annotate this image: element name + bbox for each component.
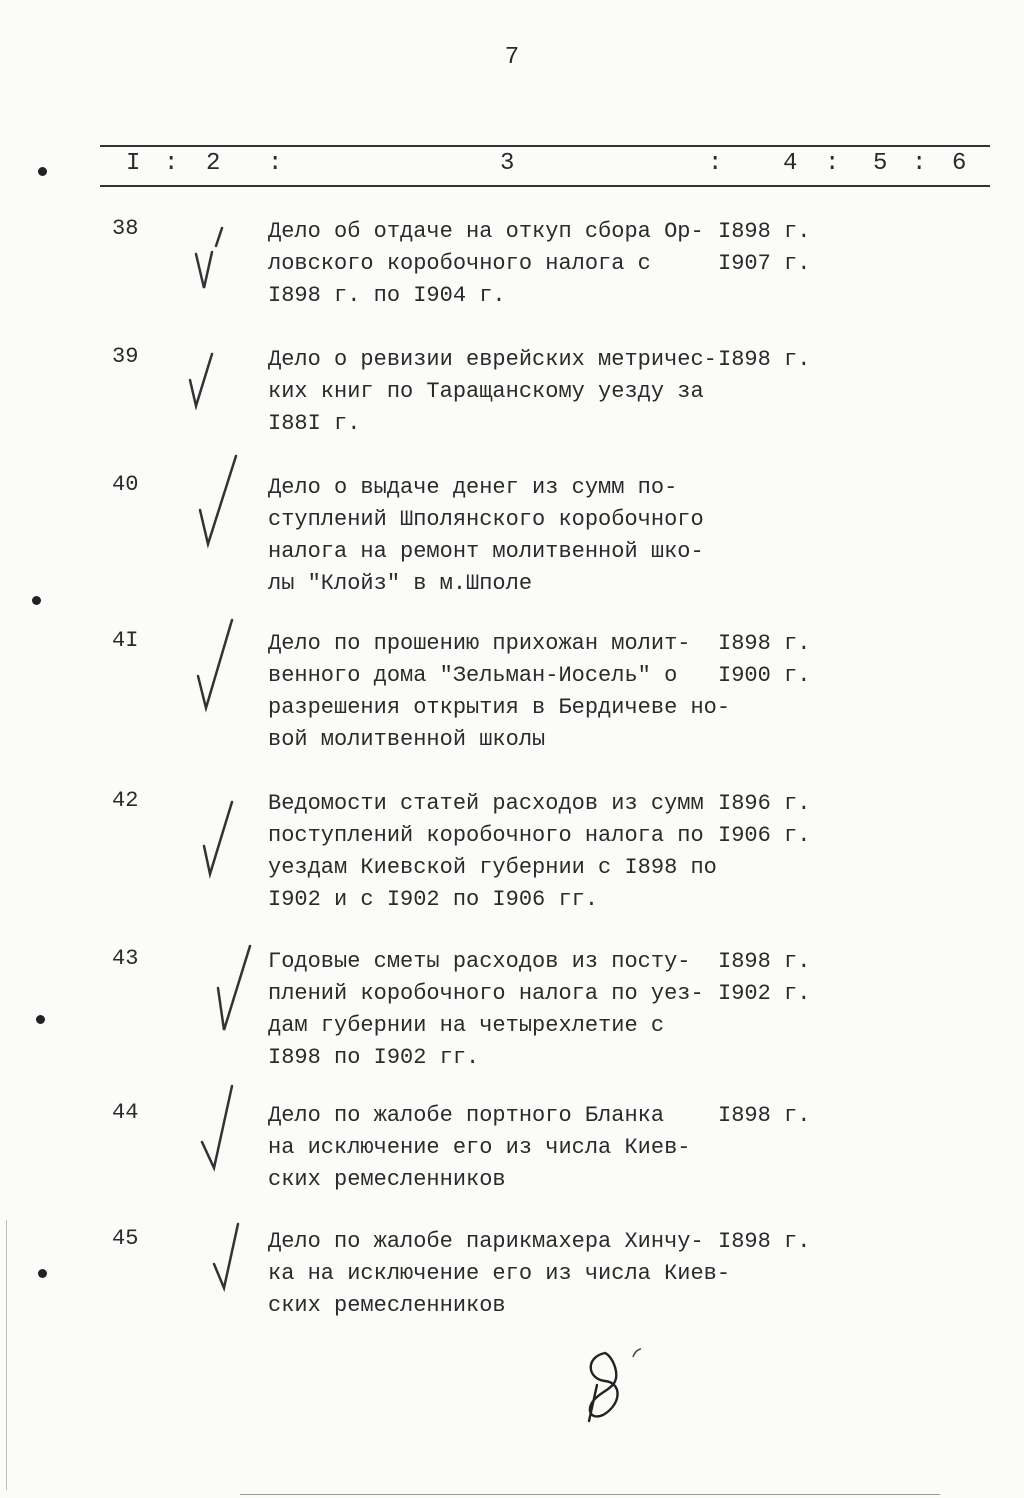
bottom-edge-line	[240, 1494, 940, 1495]
header-col1: I	[126, 150, 141, 177]
header-sep: :	[164, 150, 179, 177]
entry-dates: I898 г. I902 г.	[718, 949, 811, 1006]
entry-number: 38	[112, 216, 139, 241]
checkmark-icon	[190, 226, 230, 292]
entry-number: 40	[112, 472, 139, 497]
checkmark-icon	[210, 1222, 246, 1294]
entry-description: Дело по жалобе парикмахера Хинчу- ка на исключение его из числа Киев- ских ремесленников	[268, 1229, 731, 1318]
entry-description: Ведомости статей расходов из сумм поступлений коробочного налога по уездам Киевской губернии с I898 по I902 и с I902 по I906 гг.	[268, 791, 717, 912]
entry-dates: I896 г. I906 г.	[718, 791, 811, 848]
header-sep: :	[708, 150, 723, 177]
page-number: 7	[504, 44, 520, 71]
entry-dates: I898 г.	[718, 1103, 811, 1128]
entry-description: Годовые сметы расходов из посту- плений коробочного налога по уез- дам губернии на четырехлетие с I898 по I902 гг.	[268, 949, 704, 1070]
entry-number: 4I	[112, 628, 139, 653]
punch-hole-icon	[38, 167, 47, 176]
margin-line	[6, 1220, 7, 1490]
header-col6: 6	[952, 150, 967, 177]
entry-dates: I898 г.	[718, 1229, 811, 1254]
entry-dates: I898 г. I907 г.	[718, 219, 811, 276]
checkmark-icon	[196, 454, 246, 550]
header-sep: :	[912, 150, 927, 177]
punch-hole-icon	[32, 596, 41, 605]
checkmark-icon	[200, 800, 240, 880]
entry-description: Дело по жалобе портного Бланка на исключение его из числа Киев- ских ремесленников	[268, 1103, 691, 1192]
entry-number: 39	[112, 344, 139, 369]
handwritten-folio-mark	[575, 1345, 655, 1430]
entry-description: Дело о выдаче денег из сумм по- ступлений Шполянского коробочного налога на ремонт молитвенной шко- лы "Клойз" в м.Шполе	[268, 475, 704, 596]
entry-dates: I898 г.	[718, 347, 811, 372]
header-sep: :	[268, 150, 283, 177]
entry-number: 43	[112, 946, 139, 971]
checkmark-icon	[198, 1084, 242, 1174]
entry-description: Дело об отдаче на откуп сбора Ор- ловского коробочного налога с I898 г. по I904 г.	[268, 219, 704, 308]
checkmark-icon	[194, 618, 242, 714]
checkmark-icon	[184, 348, 224, 410]
header-rule-top	[100, 145, 990, 147]
header-col3: 3	[500, 150, 515, 177]
header-col4: 4	[783, 150, 798, 177]
punch-hole-icon	[36, 1015, 45, 1024]
checkmark-icon	[212, 944, 258, 1034]
entry-number: 44	[112, 1100, 139, 1125]
entry-dates: I898 г. I900 г.	[718, 631, 811, 688]
entry-number: 42	[112, 788, 139, 813]
punch-hole-icon	[38, 1269, 47, 1278]
header-rule-bottom	[100, 185, 990, 187]
entry-description: Дело по прошению прихожан молит- венного дома "Зельман-Иосель" о разрешения открытия в Бердичеве но- вой молитвенной школы	[268, 631, 731, 752]
header-sep: :	[825, 150, 840, 177]
entry-description: Дело о ревизии еврейских метричес- ких книг по Таращанскому уезду за I88I г.	[268, 347, 717, 436]
header-col5: 5	[873, 150, 888, 177]
entry-number: 45	[112, 1226, 139, 1251]
header-col2: 2	[206, 150, 221, 177]
